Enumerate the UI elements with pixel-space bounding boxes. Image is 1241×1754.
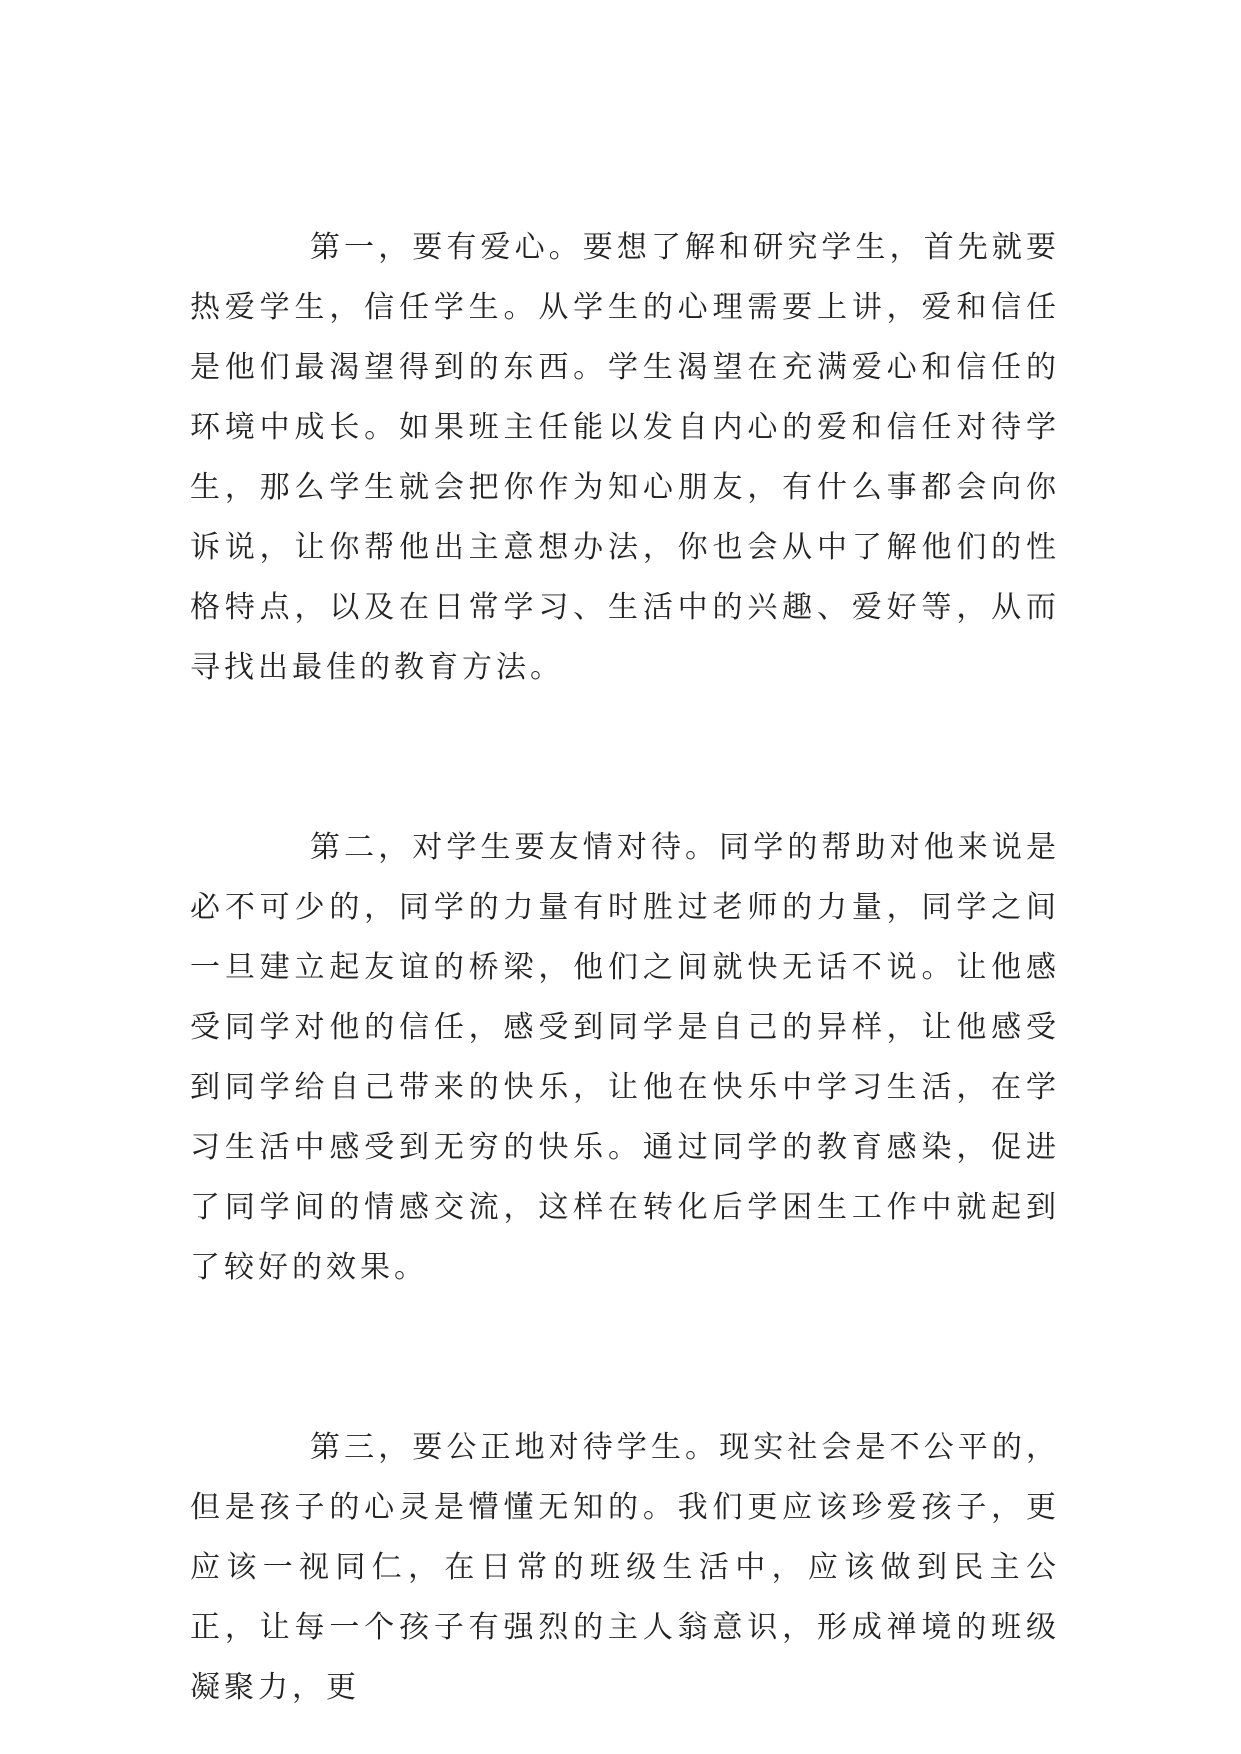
paragraph-2: 第二，对学生要友情对待。同学的帮助对他来说是必不可少的，同学的力量有时胜过老师的力量，同学之间一旦建立起友谊的桥梁，他们之间就快无话不说。让他感受同学对他的信任，感受到同学是自己的异样，让他感受到同学给自己带来的快乐，让他在快乐中学习生活，在学习生活中感受到无穷的快乐。通过同学的教育感染，促进了同学间的情感交流，这样在转化后学困生工作中就起到了较好的效果。 [190, 830, 1060, 1285]
paragraph-1: 第一，要有爱心。要想了解和研究学生，首先就要热爱学生，信任学生。从学生的心理需要上讲，爱和信任是他们最渴望得到的东西。学生渴望在充满爱心和信任的环境中成长。如果班主任能以发自内心的爱和信任对待学生，那么学生就会把你作为知心朋友，有什么事都会向你诉说，让你帮他出主意想办法，你也会从中了解他们的性格特点，以及在日常学习、生活中的兴趣、爱好等，从而寻找出最佳的教育方法。 [190, 230, 1060, 685]
paragraph-3: 第三，要公正地对待学生。现实社会是不公平的，但是孩子的心灵是懵懂无知的。我们更应该珍爱孩子，更应该一视同仁，在日常的班级生活中，应该做到民主公正，让每一个孩子有强烈的主人翁意识，形成禅境的班级凝聚力，更 [190, 1430, 1060, 1705]
document-body [190, 218, 1060, 1718]
